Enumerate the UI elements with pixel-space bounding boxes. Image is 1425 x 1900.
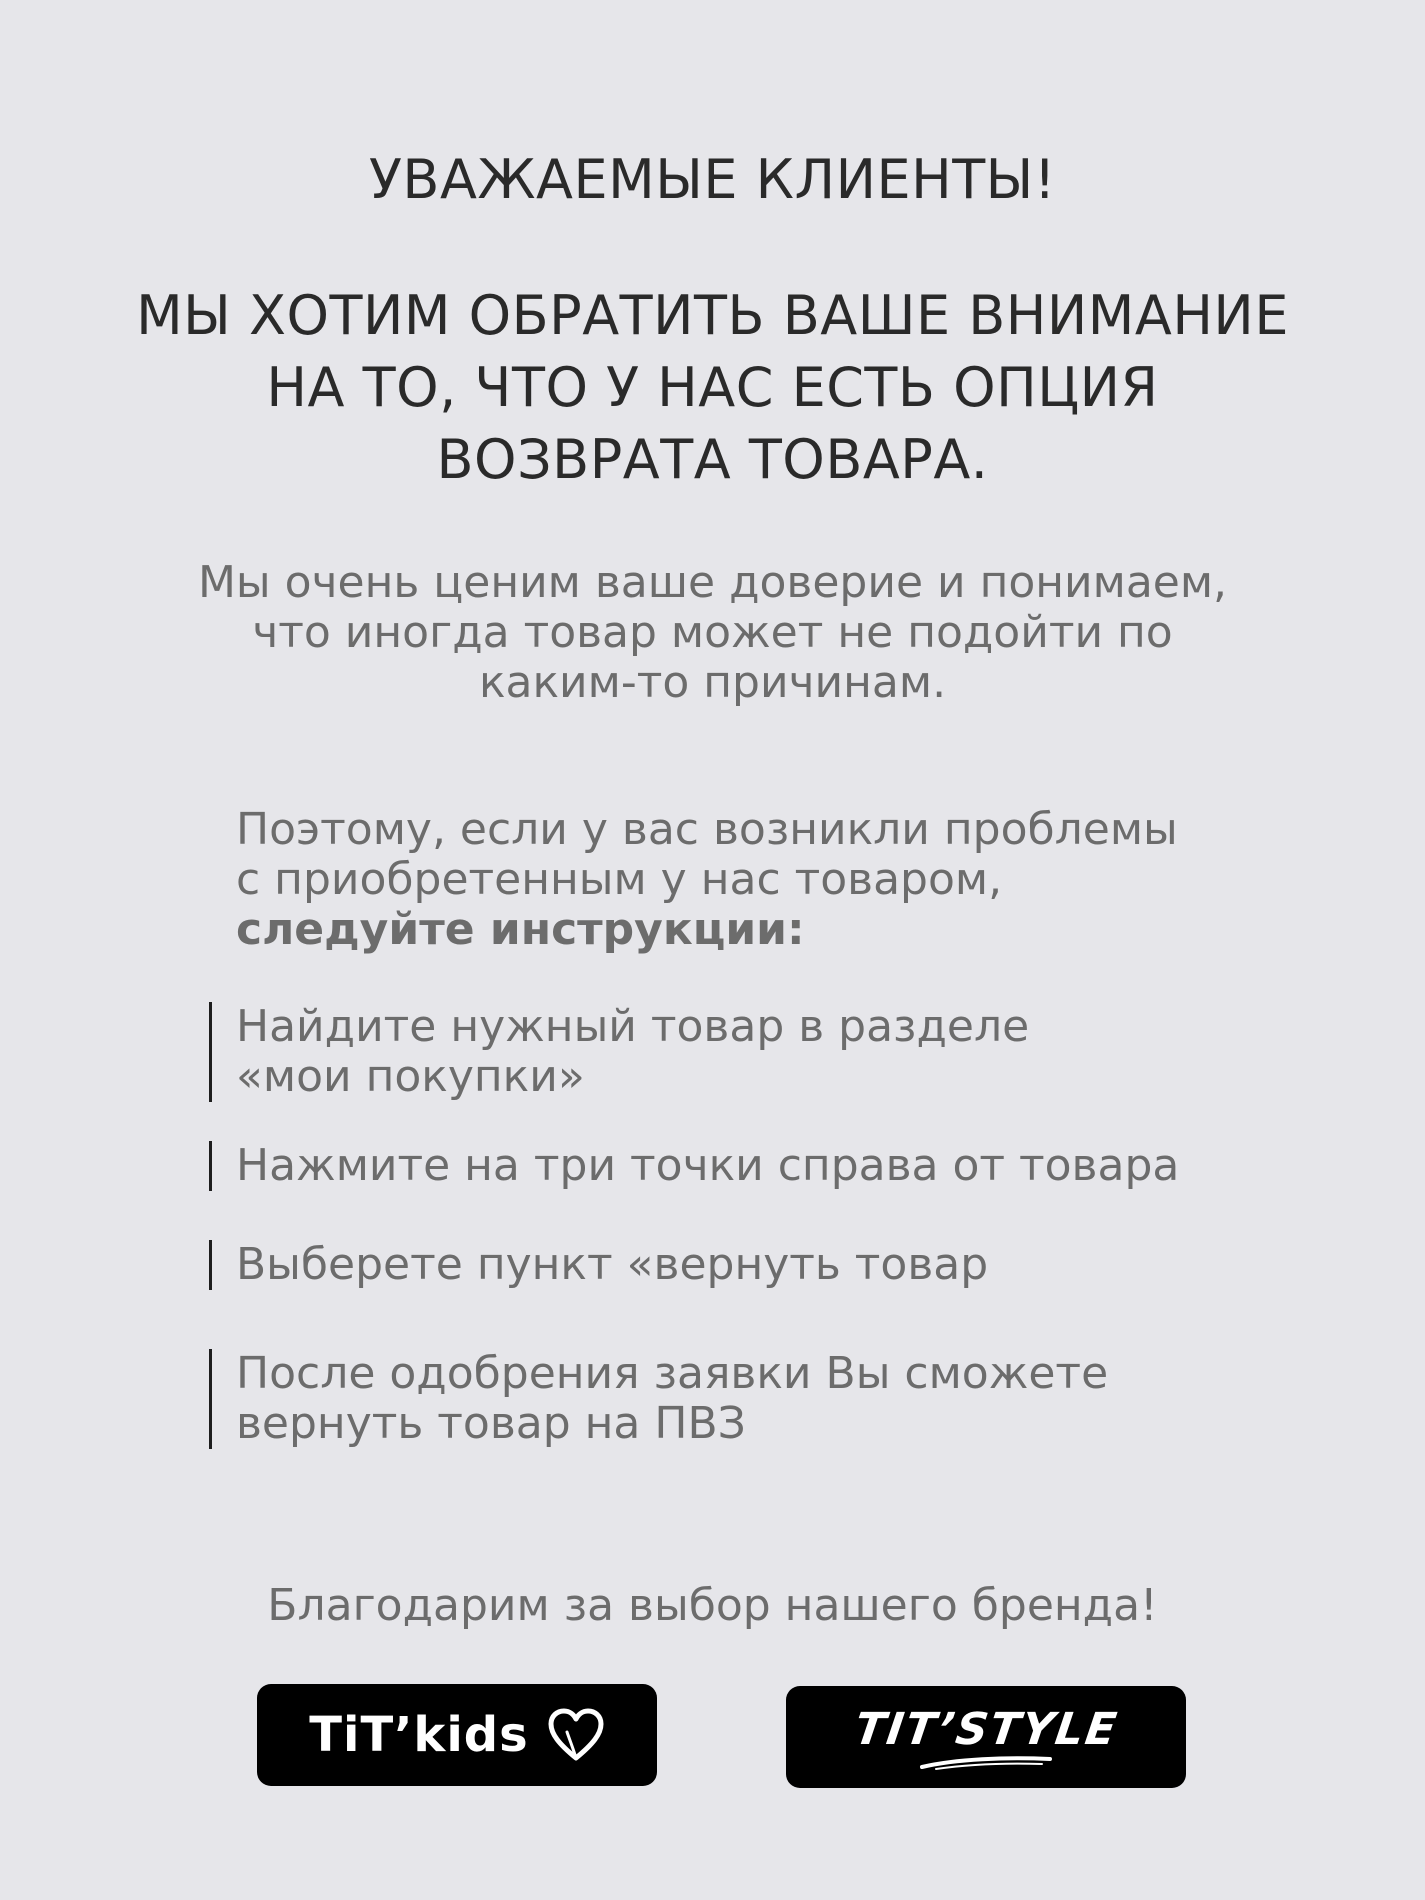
headline-line: ВОЗВРАТА ТОВАРА. <box>436 428 989 491</box>
greeting-heading: УВАЖАЕМЫЕ КЛИЕНТЫ! <box>369 148 1056 211</box>
step-line: Выберете пункт «вернуть товар <box>236 1239 989 1290</box>
lead-emphasis: следуйте инструкции: <box>236 904 805 955</box>
headline-line: МЫ ХОТИМ ОБРАТИТЬ ВАШЕ ВНИМАНИЕ <box>136 284 1289 347</box>
instructions-lead <box>236 805 1336 955</box>
titkids-wordmark: TiT’kids <box>309 1707 529 1763</box>
instruction-step-3 <box>209 1240 1286 1290</box>
titstyle-logo <box>786 1686 1186 1788</box>
instruction-step-2 <box>209 1141 1286 1191</box>
step-line: После одобрения заявки Вы сможете <box>236 1348 1109 1399</box>
lead-line: с приобретенным у нас товаром, <box>236 854 1003 905</box>
intro-line: что иногда товар может не подойти по <box>252 607 1173 658</box>
step-line: Найдите нужный товар в разделе <box>236 1001 1030 1052</box>
titkids-logo <box>257 1684 657 1786</box>
step-line: вернуть товар на ПВЗ <box>236 1398 746 1449</box>
step-line: Нажмите на три точки справа от товара <box>236 1140 1180 1191</box>
instruction-step-1 <box>209 1002 1286 1102</box>
instruction-step-4 <box>209 1349 1286 1449</box>
brush-underline-icon <box>916 1755 1056 1771</box>
return-option-headline <box>0 280 1425 496</box>
titstyle-wordmark-group <box>851 1703 1121 1771</box>
lead-line: Поэтому, если у вас возникли проблемы <box>236 804 1178 855</box>
step-line: «мои покупки» <box>236 1051 585 1102</box>
titstyle-wordmark: TIT’STYLE <box>851 1703 1121 1755</box>
headline-line: НА ТО, ЧТО У НАС ЕСТЬ ОПЦИЯ <box>266 356 1159 419</box>
heart-icon <box>547 1708 605 1762</box>
intro-line: каким-то причинам. <box>478 657 947 708</box>
intro-line: Мы очень ценим ваше доверие и понимаем, <box>197 557 1228 608</box>
intro-paragraph <box>0 558 1425 708</box>
thanks-message: Благодарим за выбор нашего бренда! <box>267 1580 1158 1631</box>
